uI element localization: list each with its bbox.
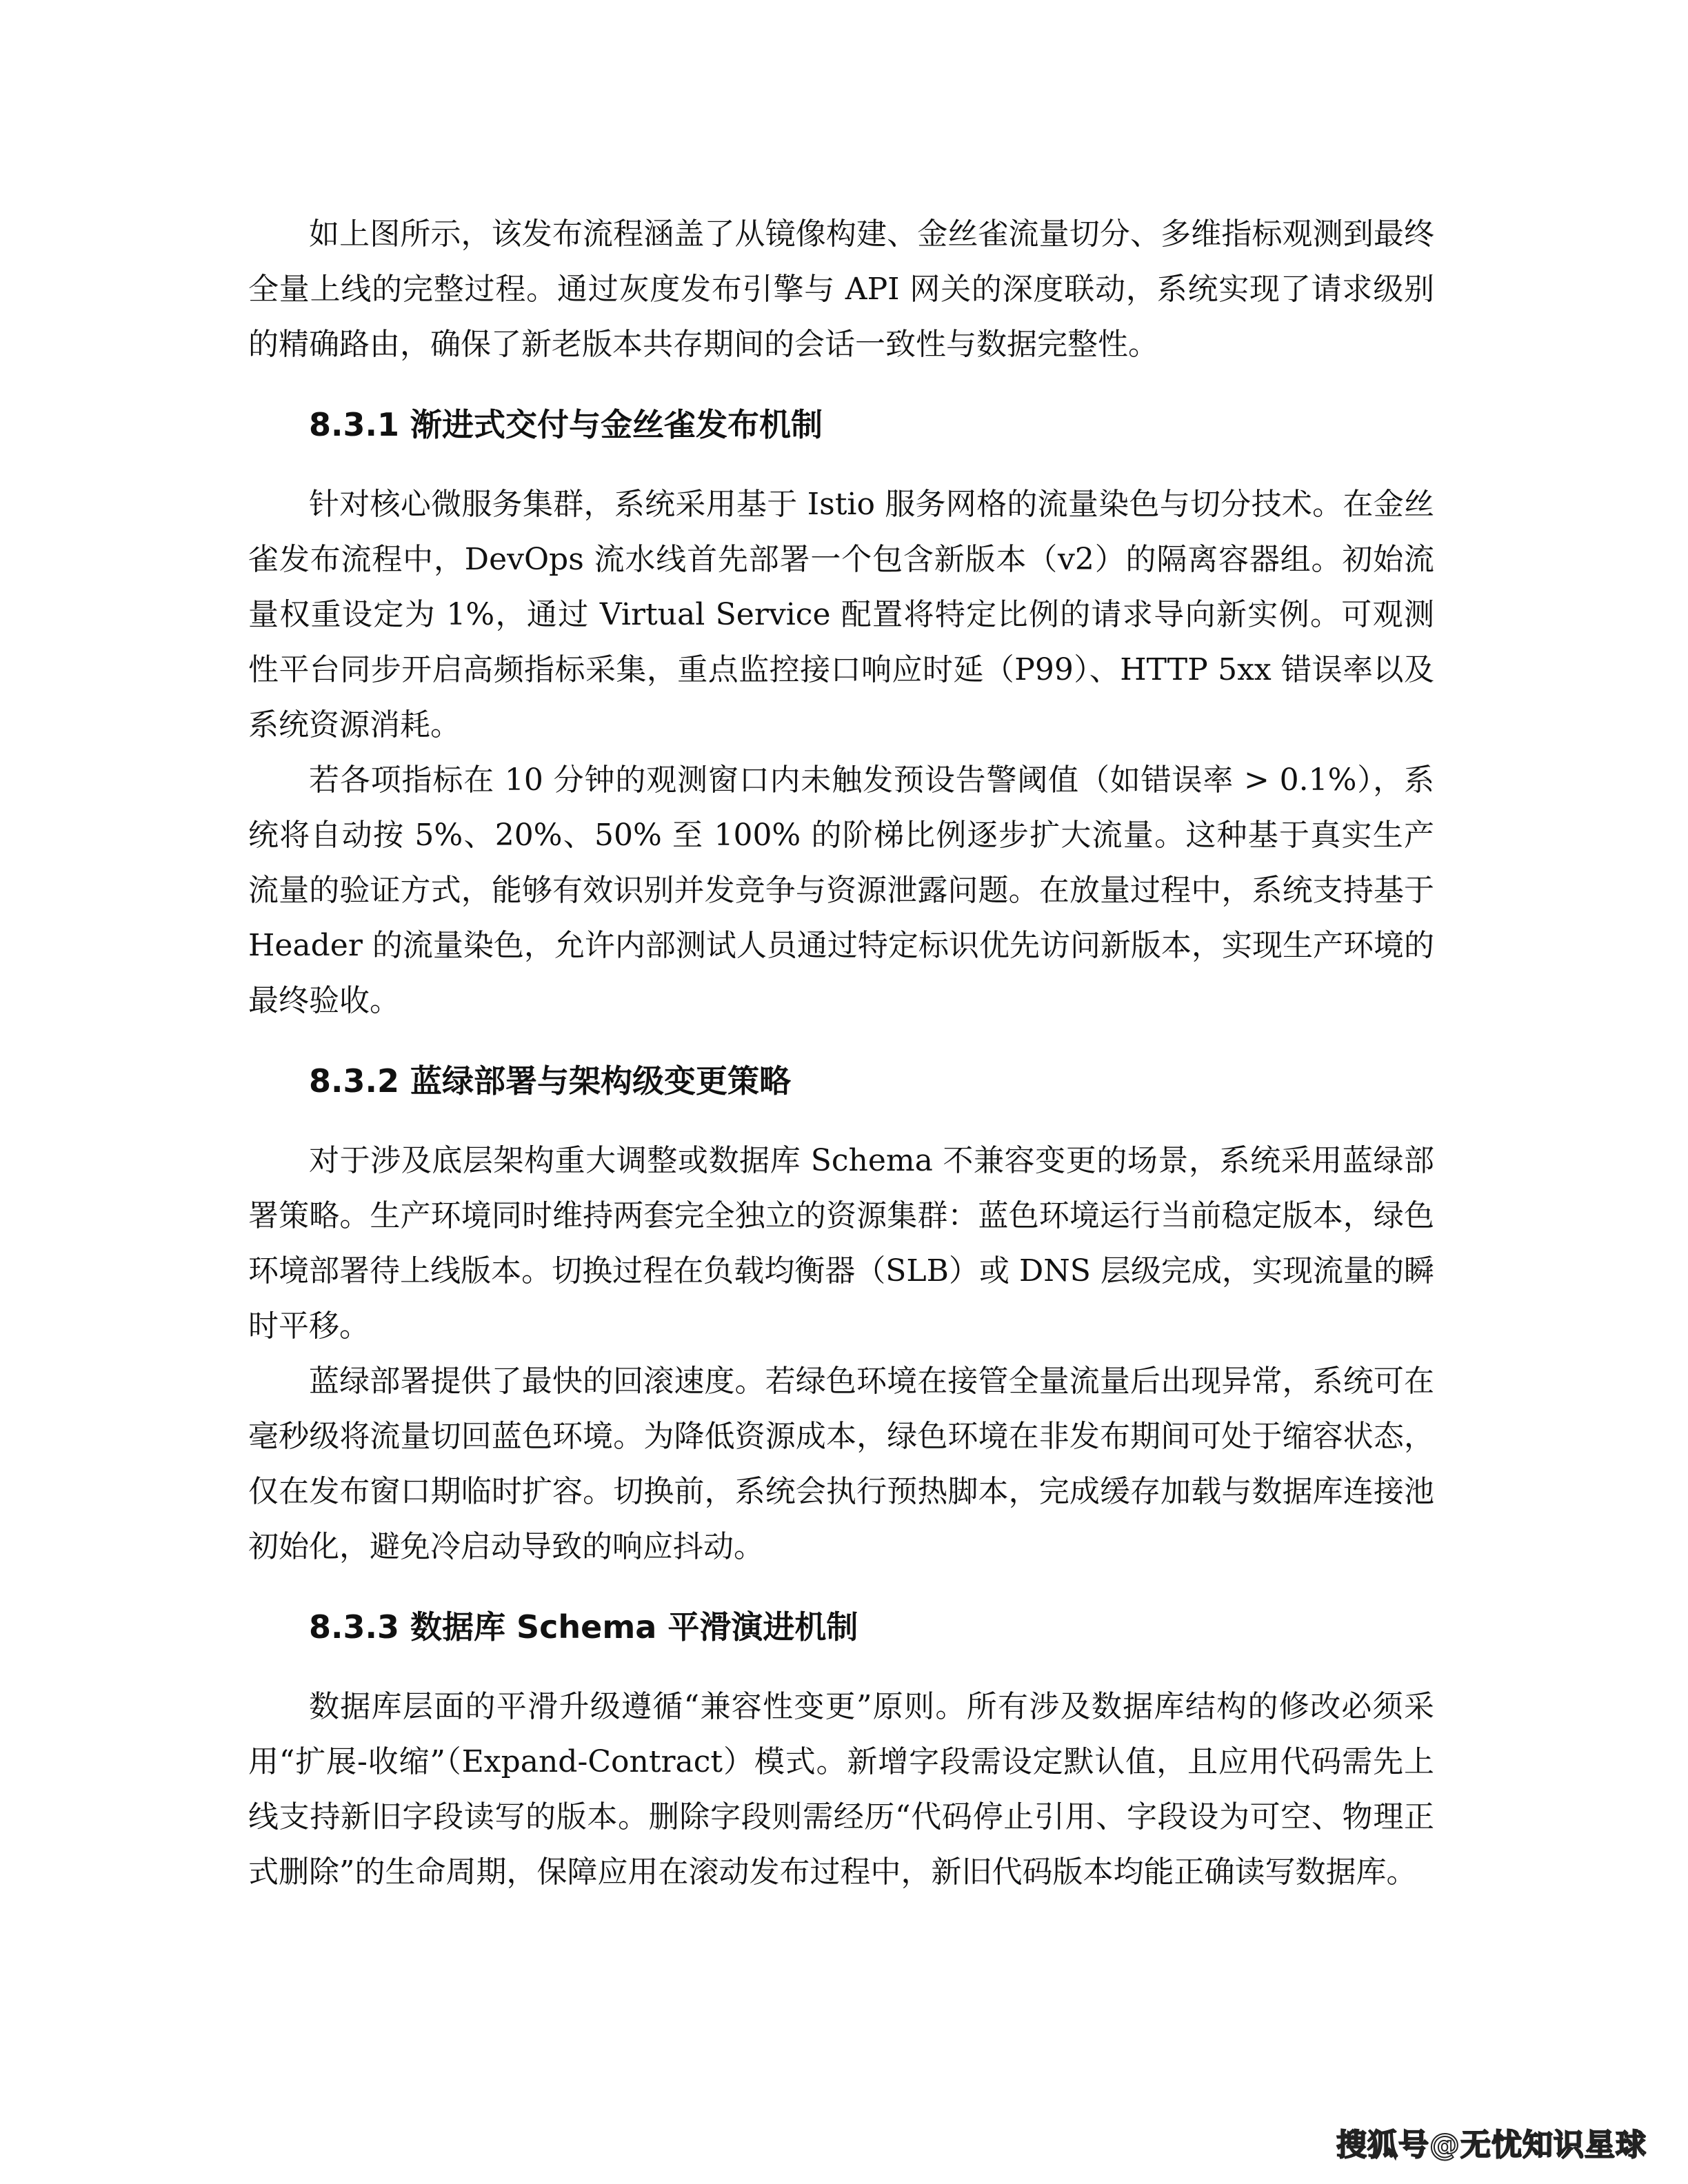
section-heading-8-3-2: 8.3.2 蓝绿部署与架构级变更策略 bbox=[309, 1062, 791, 1100]
document-page bbox=[248, 207, 1434, 1900]
intro-paragraph: 如上图所示，该发布流程涵盖了从镜像构建、金丝雀流量切分、多维指标观测到最终全量上线的完整过程。通过灰度发布引擎与 API 网关的深度联动，系统实现了请求级别的精确路由，确保了新老版本共存期间的会话一致性与数据完整性。 bbox=[248, 216, 1434, 362]
section-8-3-1-paragraph-2: 若各项指标在 10 分钟的观测窗口内未触发预设告警阈值（如错误率 > 0.1%），系统将自动按 5%、20%、50% 至 100% 的阶梯比例逐步扩大流量。这种基于真实生产流量的验证方式，能够有效识别并发竞争与资源泄露问题。在放量过程中，系统支持基于 Header 的流量染色，允许内部测试人员通过特定标识优先访问新版本，实现生产环境的最终验收。 bbox=[248, 762, 1434, 1018]
section-heading-8-3-3: 8.3.3 数据库 Schema 平滑演进机制 bbox=[309, 1608, 858, 1646]
section-heading-8-3-1: 8.3.1 渐进式交付与金丝雀发布机制 bbox=[309, 406, 823, 443]
section-8-3-1-paragraph-1: 针对核心微服务集群，系统采用基于 Istio 服务网格的流量染色与切分技术。在金丝雀发布流程中，DevOps 流水线首先部署一个包含新版本（v2）的隔离容器组。初始流量权重设定为 1%，通过 Virtual Service 配置将特定比例的请求导向新实例。可观测性平台同步开启高频指标采集，重点监控接口响应时延（P99）、HTTP 5xx 错误率以及系统资源消耗。 bbox=[248, 487, 1434, 742]
section-8-3-2-paragraph-2: 蓝绿部署提供了最快的回滚速度。若绿色环境在接管全量流量后出现异常，系统可在毫秒级将流量切回蓝色环境。为降低资源成本，绿色环境在非发布期间可处于缩容状态，仅在发布窗口期临时扩容。切换前，系统会执行预热脚本，完成缓存加载与数据库连接池初始化，避免冷启动导致的响应抖动。 bbox=[248, 1364, 1434, 1564]
section-8-3-3-paragraph-1: 数据库层面的平滑升级遵循“兼容性变更”原则。所有涉及数据库结构的修改必须采用“扩展-收缩”（Expand-Contract）模式。新增字段需设定默认值，且应用代码需先上线支持新旧字段读写的版本。删除字段则需经历“代码停止引用、字段设为可空、物理正式删除”的生命周期，保障应用在滚动发布过程中，新旧代码版本均能正确读写数据库。 bbox=[248, 1689, 1434, 1890]
section-8-3-2-paragraph-1: 对于涉及底层架构重大调整或数据库 Schema 不兼容变更的场景，系统采用蓝绿部署策略。生产环境同时维持两套完全独立的资源集群：蓝色环境运行当前稳定版本，绿色环境部署待上线版本。切换过程在负载均衡器（SLB）或 DNS 层级完成，实现流量的瞬时平移。 bbox=[248, 1143, 1434, 1344]
watermark: 搜狐号@无忧知识星球 bbox=[1336, 2127, 1647, 2163]
